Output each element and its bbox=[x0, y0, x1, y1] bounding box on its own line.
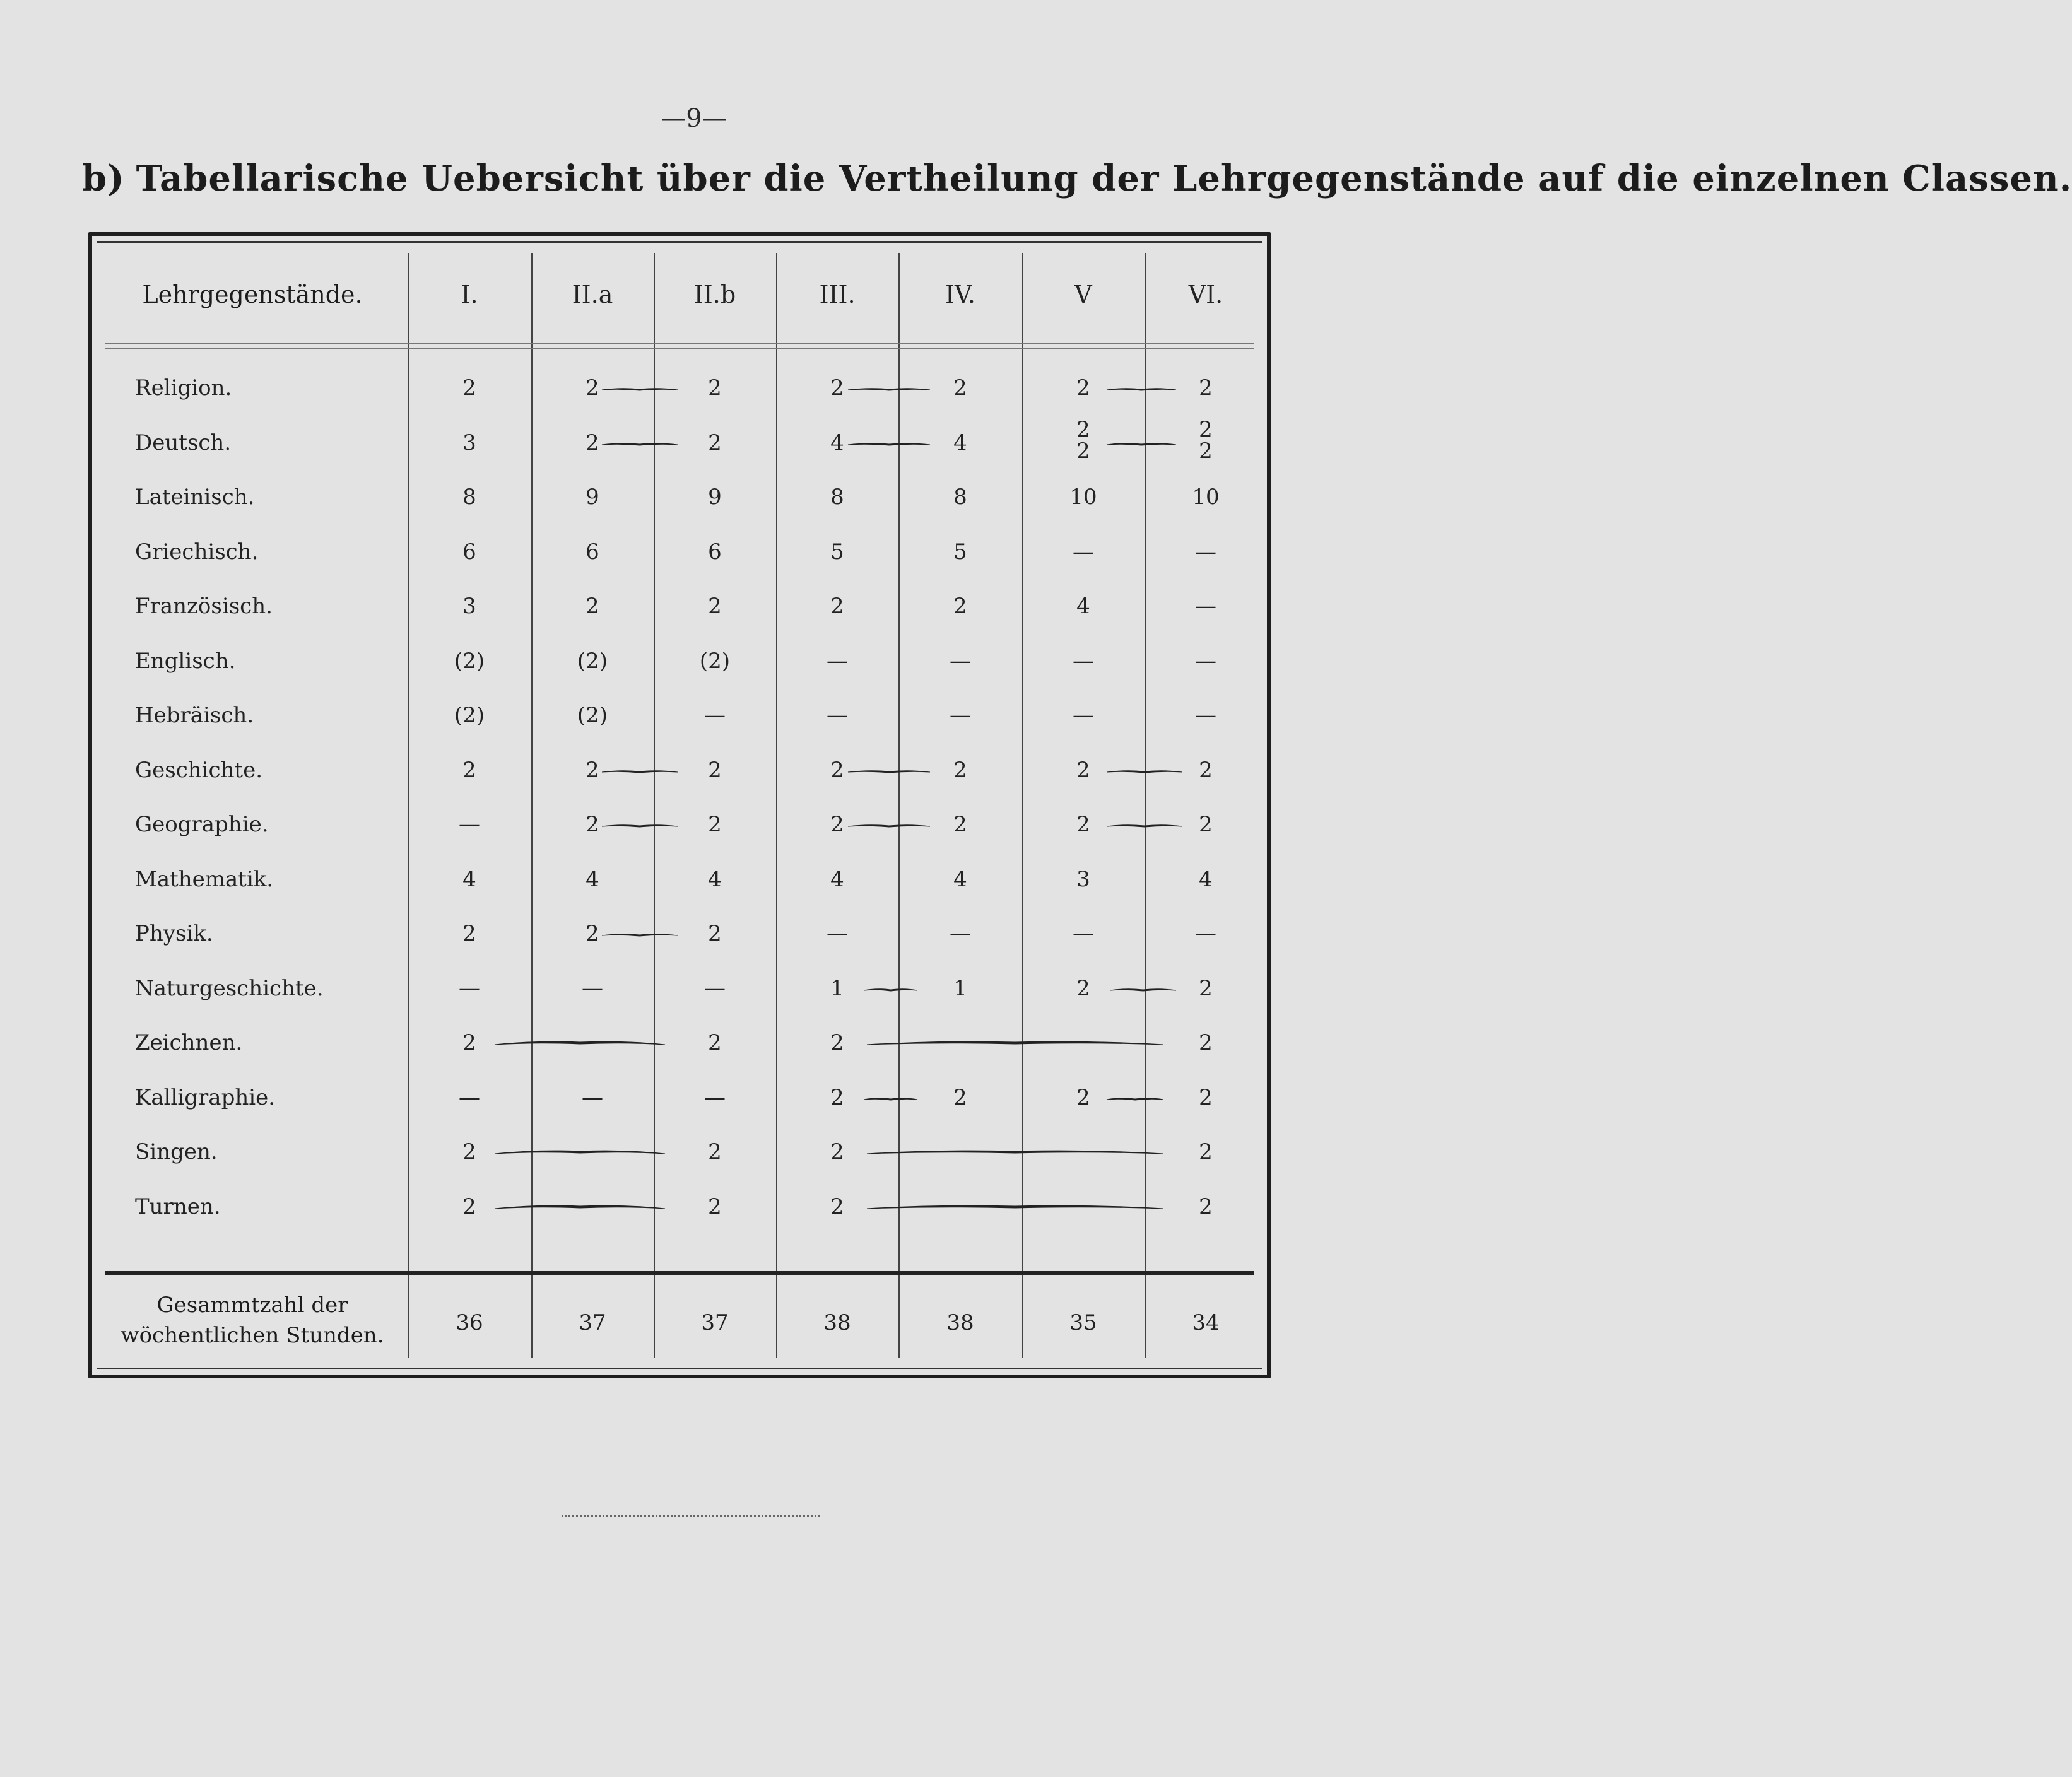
table-cell: 6 bbox=[462, 539, 476, 565]
subject-label: Naturgeschichte. bbox=[135, 975, 324, 1001]
subject-label: Kalligraphie. bbox=[135, 1084, 276, 1110]
distribution-table bbox=[88, 232, 1271, 1378]
table-cell: — bbox=[827, 703, 848, 728]
table-cell: 2 bbox=[1199, 1030, 1213, 1055]
table-cell: 8 bbox=[830, 484, 844, 510]
total-separator bbox=[105, 1271, 1254, 1275]
table-cell: 10 bbox=[1192, 484, 1220, 510]
tilde-connector bbox=[602, 384, 678, 394]
table-cell: 2 bbox=[1199, 375, 1213, 401]
tilde-connector bbox=[1107, 821, 1182, 831]
table-cell: 2 bbox=[708, 594, 722, 619]
subject-label: Griechisch. bbox=[135, 539, 259, 565]
table-cell: 2 bbox=[462, 757, 476, 783]
table-cell: 2 2 bbox=[1076, 416, 1090, 464]
table-cell: 2 bbox=[708, 1139, 722, 1164]
table-cell: 4 bbox=[708, 866, 722, 892]
table-cell: 2 bbox=[462, 1030, 476, 1055]
table-cell: 3 bbox=[1076, 866, 1090, 892]
total-IV: 38 bbox=[946, 1310, 974, 1335]
table-cell: — bbox=[1195, 594, 1216, 619]
tilde-connector bbox=[602, 439, 678, 449]
total-III: 38 bbox=[823, 1310, 851, 1335]
table-cell: — bbox=[827, 921, 848, 946]
tilde-connector bbox=[864, 985, 917, 995]
tilde-connector bbox=[1107, 766, 1182, 777]
table-cell: — bbox=[1073, 648, 1094, 674]
table-inner-frame bbox=[97, 241, 1262, 1369]
table-cell: 2 bbox=[953, 375, 967, 401]
table-cell: — bbox=[950, 921, 971, 946]
subject-label: Lateinisch. bbox=[135, 484, 255, 510]
table-cell: — bbox=[1073, 539, 1094, 565]
class-header-IIa: II.a bbox=[572, 281, 613, 308]
table-cell: 9 bbox=[586, 484, 599, 510]
table-cell: 8 bbox=[462, 484, 476, 510]
table-cell: — bbox=[1195, 648, 1216, 674]
table-cell: 2 bbox=[586, 375, 599, 401]
table-cell: 2 bbox=[1199, 975, 1213, 1001]
subject-label: Deutsch. bbox=[135, 430, 232, 455]
tilde-connector bbox=[1107, 384, 1176, 394]
table-cell: 2 bbox=[1076, 1084, 1090, 1110]
subject-label: Englisch. bbox=[135, 648, 236, 674]
table-cell: 4 bbox=[1199, 866, 1213, 892]
table-cell: 2 bbox=[708, 757, 722, 783]
table-cell: 2 bbox=[708, 375, 722, 401]
total-label-line2: wöchentlichen Stunden. bbox=[121, 1323, 384, 1348]
table-cell: 2 bbox=[953, 594, 967, 619]
brace-connector bbox=[495, 1039, 665, 1049]
tilde-connector bbox=[1107, 1094, 1163, 1104]
class-header-III: III. bbox=[819, 281, 856, 308]
table-cell: 2 bbox=[830, 1193, 844, 1219]
table-cell: (2) bbox=[454, 648, 485, 674]
tilde-connector bbox=[602, 821, 678, 831]
tilde-connector bbox=[602, 766, 678, 777]
table-cell: — bbox=[1195, 539, 1216, 565]
table-cell: 4 bbox=[953, 866, 967, 892]
subject-label: Geographie. bbox=[135, 812, 269, 837]
subject-label: Französisch. bbox=[135, 594, 273, 619]
table-cell: (2) bbox=[454, 703, 485, 728]
subject-label: Singen. bbox=[135, 1139, 218, 1164]
table-heading bbox=[82, 158, 2072, 199]
subject-label: Zeichnen. bbox=[135, 1030, 243, 1055]
table-cell: — bbox=[459, 812, 480, 837]
table-cell: 2 bbox=[830, 375, 844, 401]
total-IIa: 37 bbox=[579, 1310, 606, 1335]
table-cell: 2 bbox=[830, 757, 844, 783]
table-cell: 6 bbox=[708, 539, 722, 565]
table-cell: 2 bbox=[953, 1084, 967, 1110]
table-cell: 2 bbox=[1076, 375, 1090, 401]
table-cell: — bbox=[1073, 921, 1094, 946]
subject-label: Geschichte. bbox=[135, 757, 263, 783]
table-cell: 2 bbox=[708, 1030, 722, 1055]
table-cell: 2 bbox=[1199, 812, 1213, 837]
subject-label: Hebräisch. bbox=[135, 703, 254, 728]
table-cell: — bbox=[582, 1084, 603, 1110]
table-cell: — bbox=[1195, 703, 1216, 728]
brace-connector bbox=[495, 1148, 665, 1158]
brace-connector bbox=[495, 1203, 665, 1213]
table-cell: 2 bbox=[830, 594, 844, 619]
tilde-connector bbox=[848, 821, 930, 831]
table-cell: 2 bbox=[462, 1139, 476, 1164]
table-cell: 2 bbox=[1199, 1139, 1213, 1164]
total-label bbox=[97, 1290, 408, 1351]
table-cell: (2) bbox=[699, 648, 731, 674]
table-cell: 2 bbox=[1199, 1084, 1213, 1110]
class-header-IV: IV. bbox=[945, 281, 975, 308]
column-divider bbox=[531, 253, 533, 1358]
table-cell: — bbox=[459, 1084, 480, 1110]
total-label-line1: Gesammtzahl der bbox=[156, 1293, 348, 1318]
table-cell: 1 bbox=[830, 975, 844, 1001]
table-cell: 8 bbox=[953, 484, 967, 510]
class-header-I: I. bbox=[461, 281, 478, 308]
column-divider bbox=[408, 253, 409, 1358]
brace-connector bbox=[867, 1039, 1163, 1049]
subject-label: Mathematik. bbox=[135, 866, 274, 892]
table-cell: — bbox=[704, 1084, 726, 1110]
tilde-connector bbox=[864, 1094, 917, 1104]
table-cell: 2 bbox=[586, 757, 599, 783]
table-cell: 4 bbox=[830, 866, 844, 892]
table-cell: 2 bbox=[586, 812, 599, 837]
table-cell: 2 bbox=[830, 1084, 844, 1110]
table-cell: 2 bbox=[830, 1030, 844, 1055]
table-cell: 2 2 bbox=[1199, 416, 1213, 464]
tilde-connector bbox=[1110, 985, 1176, 995]
table-cell: 2 bbox=[462, 921, 476, 946]
column-divider bbox=[898, 253, 900, 1358]
table-cell: 2 bbox=[586, 594, 599, 619]
table-cell: 4 bbox=[953, 430, 967, 455]
table-cell: 2 bbox=[462, 375, 476, 401]
table-cell: 2 bbox=[1076, 812, 1090, 837]
table-cell: — bbox=[704, 703, 726, 728]
subject-label: Turnen. bbox=[135, 1193, 221, 1219]
table-cell: — bbox=[1073, 703, 1094, 728]
table-cell: 2 bbox=[830, 812, 844, 837]
table-cell: 2 bbox=[586, 921, 599, 946]
table-cell: 2 bbox=[708, 430, 722, 455]
total-I: 36 bbox=[456, 1310, 483, 1335]
page-number: —9— bbox=[661, 104, 727, 133]
table-cell: 4 bbox=[462, 866, 476, 892]
table-cell: 2 bbox=[1076, 975, 1090, 1001]
table-cell: 3 bbox=[462, 430, 476, 455]
table-cell: — bbox=[1195, 921, 1216, 946]
table-cell: 4 bbox=[586, 866, 599, 892]
table-cell: — bbox=[827, 648, 848, 674]
table-cell: 2 bbox=[708, 921, 722, 946]
table-cell: 2 bbox=[953, 757, 967, 783]
total-V: 35 bbox=[1069, 1310, 1097, 1335]
subject-label: Religion. bbox=[135, 375, 232, 401]
table-cell: 2 bbox=[830, 1139, 844, 1164]
table-cell: — bbox=[704, 975, 726, 1001]
total-VI: 34 bbox=[1192, 1310, 1220, 1335]
table-cell: 2 bbox=[708, 1193, 722, 1219]
subject-label: Physik. bbox=[135, 921, 213, 946]
table-cell: 5 bbox=[830, 539, 844, 565]
decorative-rule bbox=[562, 1515, 820, 1517]
table-cell: — bbox=[950, 703, 971, 728]
table-cell: (2) bbox=[577, 648, 608, 674]
brace-connector bbox=[867, 1148, 1163, 1158]
column-divider bbox=[654, 253, 655, 1358]
class-header-V: V bbox=[1074, 281, 1092, 308]
table-cell: 4 bbox=[1076, 594, 1090, 619]
table-cell: 10 bbox=[1069, 484, 1097, 510]
total-IIb: 37 bbox=[701, 1310, 729, 1335]
table-cell: 2 bbox=[462, 1193, 476, 1219]
tilde-connector bbox=[848, 384, 930, 394]
subject-column-header: Lehrgegenstände. bbox=[142, 281, 363, 308]
brace-connector bbox=[867, 1203, 1163, 1213]
table-cell: 9 bbox=[708, 484, 722, 510]
header-separator bbox=[105, 343, 1254, 349]
table-cell: — bbox=[582, 975, 603, 1001]
table-cell: 2 bbox=[1199, 757, 1213, 783]
table-cell: 2 bbox=[1199, 1193, 1213, 1219]
table-cell: (2) bbox=[577, 703, 608, 728]
table-cell: 1 bbox=[953, 975, 967, 1001]
class-header-IIb: II.b bbox=[693, 281, 736, 308]
table-cell: 2 bbox=[1076, 757, 1090, 783]
table-cell: 2 bbox=[586, 430, 599, 455]
table-cell: 5 bbox=[953, 539, 967, 565]
heading-prefix: b) bbox=[82, 158, 125, 199]
table-cell: 2 bbox=[953, 812, 967, 837]
column-divider bbox=[776, 253, 777, 1358]
table-cell: 6 bbox=[586, 539, 599, 565]
table-cell: 2 bbox=[708, 812, 722, 837]
tilde-connector bbox=[848, 766, 930, 777]
tilde-connector bbox=[602, 930, 678, 940]
class-header-VI: VI. bbox=[1188, 281, 1223, 308]
table-cell: — bbox=[459, 975, 480, 1001]
table-cell: — bbox=[950, 648, 971, 674]
tilde-connector bbox=[848, 439, 930, 449]
heading-text: Tabellarische Uebersicht über die Vertheilung der Lehrgegenstände auf die einzelnen Classen. bbox=[136, 158, 2072, 199]
table-cell: 3 bbox=[462, 594, 476, 619]
table-cell: 4 bbox=[830, 430, 844, 455]
tilde-connector bbox=[1107, 439, 1176, 449]
